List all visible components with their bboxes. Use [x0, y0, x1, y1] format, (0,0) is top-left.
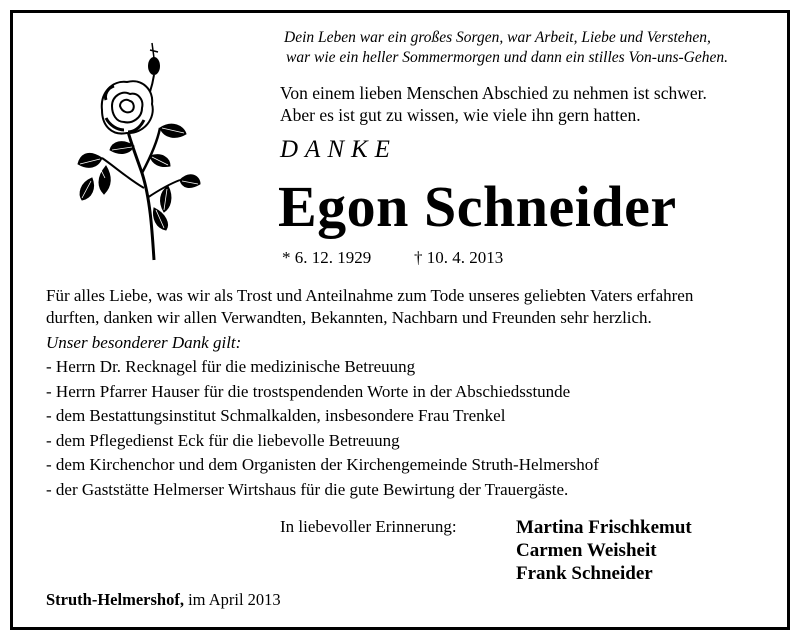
place-date-text: im April 2013 — [188, 590, 281, 609]
closing-phrase: In liebevoller Erinnerung: — [280, 517, 457, 536]
saying-line-1: Von einem lieben Menschen Abschied zu nehmen ist schwer. — [280, 83, 707, 103]
thanks-text — [46, 285, 693, 328]
rose-illustration — [72, 38, 202, 263]
special-thanks-label: Unser besonderer Dank gilt: — [46, 333, 242, 352]
danke-heading: DANKE — [280, 136, 397, 163]
motto-line-1: Dein Leben war ein großes Sorgen, war Arbeit, Liebe und Verstehen, — [284, 29, 711, 46]
list-item: - dem Bestattungsinstitut Schmalkalden, insbesondere Frau Trenkel — [46, 406, 506, 426]
list-item: - dem Pflegedienst Eck für die liebevolle Betreuung — [46, 430, 400, 450]
birth-date: * 6. 12. 1929 — [282, 248, 372, 267]
signers — [516, 516, 692, 585]
list-item: - dem Kirchenchor und dem Organisten der Kirchengemeinde Struth-Helmershof — [46, 455, 599, 475]
motto — [284, 28, 728, 68]
list-item: - der Gaststätte Helmerser Wirtshaus für die gute Bewirtung der Trauergäste. — [46, 479, 569, 499]
place-date — [46, 590, 281, 610]
list-item: - Herrn Dr. Recknagel für die medizinische Betreuung — [46, 357, 416, 376]
saying-line-2: Aber es ist gut zu wissen, wie viele ihn gern hatten. — [280, 105, 641, 125]
deceased-name: Egon Schneider — [278, 174, 677, 239]
thanks-line-1: Für alles Liebe, was wir als Trost und Anteilnahme zum Tode unseres geliebten Vaters erfahren — [46, 286, 694, 305]
thanks-line-2: durften, danken wir allen Verwandten, Bekannten, Nachbarn und Freunden sehr herzlich. — [46, 307, 652, 327]
signer: Frank Schneider — [516, 563, 653, 584]
signer: Martina Frischkemut — [516, 517, 692, 538]
list-item: - Herrn Pfarrer Hauser für die trostspendenden Worte in der Abschiedsstunde — [46, 381, 571, 401]
motto-line-2: war wie ein heller Sommermorgen und dann ein stilles Von-uns-Gehen. — [286, 49, 728, 66]
saying — [280, 82, 707, 126]
place-town: Struth-Helmershof, — [46, 590, 184, 609]
signer: Carmen Weisheit — [516, 540, 657, 561]
death-date: † 10. 4. 2013 — [414, 248, 504, 267]
special-thanks-list — [46, 355, 599, 503]
